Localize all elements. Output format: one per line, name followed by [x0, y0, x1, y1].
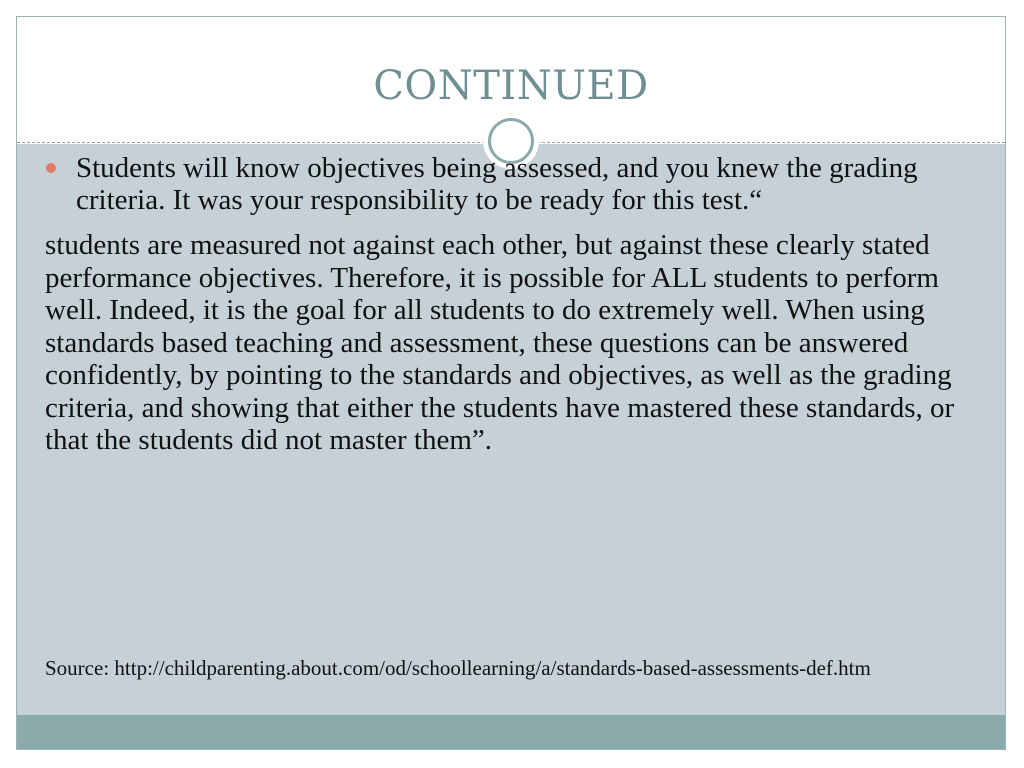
- bullet-dot-icon: [46, 163, 56, 173]
- body-paragraph: students are measured not against each other, but against these clearly stated performance objectives. Therefore, it is possible for ALL students to perform well. Indeed, it is the goal for all students to do extremely well. When using standards based teaching and assessment, these questions can be answered confidently, by pointing to the standards and objectives, as well as the grading criteria, and showing that either the students have mastered these standards, or that the students did not master them”.: [45, 229, 955, 456]
- slide-content: [45, 152, 955, 457]
- bullet-item: [45, 152, 955, 216]
- source-citation: Source: http://childparenting.about.com/od/schoollearning/a/standards-based-assessments-def.htm: [45, 656, 871, 680]
- bullet-text: Students will know objectives being assessed, and you knew the grading criteria. It was your responsibility to be ready for this test.“: [76, 152, 918, 216]
- slide-title: CONTINUED: [373, 63, 649, 109]
- footer-bar: [17, 715, 1005, 750]
